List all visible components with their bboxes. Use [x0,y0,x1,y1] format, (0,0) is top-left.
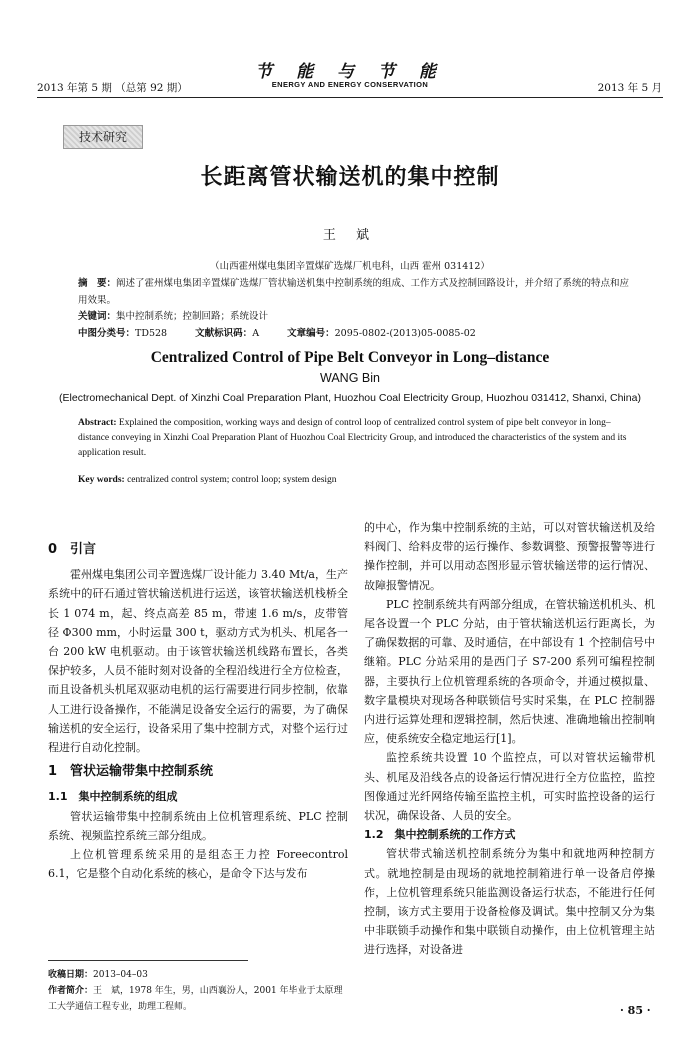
journal-masthead [0,57,700,89]
art-label: 文章编号： [287,327,335,339]
issue-info: 2013 年第 5 期 （总第 92 期） [37,82,188,94]
paragraph: 管状运输带集中控制系统由上位机管理系统、PLC 控制系统、视频监控系统三部分组成。 [48,809,348,842]
abstract-cn-label: 摘 要： [78,278,117,289]
paragraph: 管状带式输送机控制系统分为集中和就地两种控制方式。就地控制是由现场的就地控制箱进行单一设备启停操作，上位机管理系统只能监测设备运行状态，不能进行任何控制，该方式主要用于设备检修及调试。集中控制又分为集中非联锁手动操作和集中联锁自动操作，由上位机管理主站进行选择，对设备进 [364,847,655,957]
heading-section-1: 1 管状运输带集中控制系统 [48,764,214,780]
keywords-cn-label: 关键词： [78,311,117,322]
masthead-en: ENERGY AND ENERGY CONSERVATION [271,80,429,89]
paragraph: 上位机管理系统采用的是组态王力控 Foreecontrol 6.1，它是整个自动化系统的核心，是命令下达与发布 [48,848,348,881]
paragraph: 监控系统共设置 10 个监控点，可以对管状运输带机头、机尾及沿线各点的设备运行情况进行全方位监控，监控图像通过光纤网络传输至监控主机，可实时监控设备的运行状况，确保设备、人员的安全。 [364,751,655,823]
affiliation-cn: （山西霍州煤电集团辛置煤矿选煤厂机电科，山西 霍州 031412） [210,261,490,272]
author-cn: 王 斌 [322,228,378,243]
right-column [364,518,655,960]
doc-value: A [252,327,260,339]
author-bio [48,983,348,1015]
issue-date: 2013 年 5 月 [597,82,662,94]
title-cn: 长距离管状输送机的集中控制 [200,165,500,190]
heading-section-1-2: 1.2 集中控制系统的工作方式 [364,828,516,842]
left-column [48,535,348,883]
received-date [48,967,348,983]
paragraph: 的中心，作为集中控制系统的主站，可以对管状输送机及给料阀门、给料皮带的运行操作、参数调整、预警报警等进行操作控制，并可以用动态图形显示管状输送带的运行情况、故障报警情况。 [364,521,655,592]
author-bio-label: 作者简介： [48,986,94,996]
footnote [48,967,348,1015]
author-bio-text: 王 斌，1978 年生，男，山西襄汾人，2001 年毕业于太原理工大学通信工程专业，助理工程师。 [48,986,343,1012]
keywords-cn [78,309,638,326]
abstract-cn-text: 阐述了霍州煤电集团辛置煤矿选煤厂管状输送机集中控制系统的组成、工作方式及控制回路设计，并介绍了系统的特点和应用效果。 [78,278,630,306]
abstract-cn-block [78,276,638,342]
footnote-rule [48,960,248,961]
received-value: 2013–04–03 [93,970,148,980]
heading-introduction: 0 引言 [48,542,97,557]
section-tag: 技术研究 [63,125,143,149]
clc-label: 中图分类号： [78,327,136,339]
clc-value: TD528 [135,327,168,339]
abstract-en-label: Abstract: [78,418,117,428]
keywords-en-label: Key words: [78,475,125,485]
keywords-en-text: centralized control system; control loop; system design [127,475,337,485]
paragraph: 霍州煤电集团公司辛置选煤厂设计能力 3.40 Mt/a，生产系统中的矸石通过管状输送机进行运送，该管状输送机栈桥全长 1 074 m，起、终点高差 85 m，带速 1.6 m/s，皮带管径 Φ300 mm，小时运量 300 t，驱动方式为机头、机尾各一台 200 kW 电机驱动。由于该管状输送机线路布置长，各类保护较多，人员不能时刻对设备的全程沿线进行全方位检查，而且设备机头机尾双驱动电机的运行需要进行同步控制，依靠人工进行设备操作，不能满足设备安全运行的需要，为了确保输送机的安全运行，设备采用了集中控制方式，对整个运行过程进行自动化控制。 [48,568,348,755]
abstract-cn [78,276,638,309]
paragraph: PLC 控制系统共有两部分组成，在管状输送机机头、机尾各设置一个 PLC 分站，由于管状输送机运行距离长，为了确保数据的可靠、及时通信，在中部设有 1 个控制信号中继箱。PLC 分站采用的是西门子 S7-200 系列可编程控制器，主要执行上位机管理系统的各项命令，并通过模拟量、数字量模块对现场各种联锁信号实时采集，在 PLC 控制器内进行运算处理和逻辑控制，然后快速、准确地输出控制响应，使系统安全稳定地运行[1]。 [364,597,655,746]
keywords-cn-text: 集中控制系统；控制回路；系统设计 [116,311,269,322]
heading-section-1-1: 1.1 集中控制系统的组成 [48,790,178,804]
doc-label: 文献标识码： [195,327,253,339]
keywords-en [78,473,638,488]
abstract-en-text: Explained the composition, working ways and design of control loop of centralized control system of pipe belt conveyor in long–distance conveying in Xinzhi Coal Preparation Plant of Huozhou Coal Electricity Group, and introduced the characteristics of the system and its application result. [78,418,627,458]
header-rule [37,97,663,98]
title-en: Centralized Control of Pipe Belt Conveyor in Long–distance [150,349,550,366]
received-label: 收稿日期： [48,970,94,980]
abstract-en [78,416,638,461]
art-value: 2095-0802-(2013)05-0085-02 [334,327,476,339]
author-en: WANG Bin [320,371,380,385]
affiliation-en: (Electromechanical Dept. of Xinzhi Coal Preparation Plant, Huozhou Coal Electricity Group, Huozhou 031412, Shanxi, China) [59,392,641,404]
classification-line [78,326,638,343]
masthead-cn: 节 能 与 节 能 [255,62,445,82]
page-number: · 85 · [620,1004,651,1017]
